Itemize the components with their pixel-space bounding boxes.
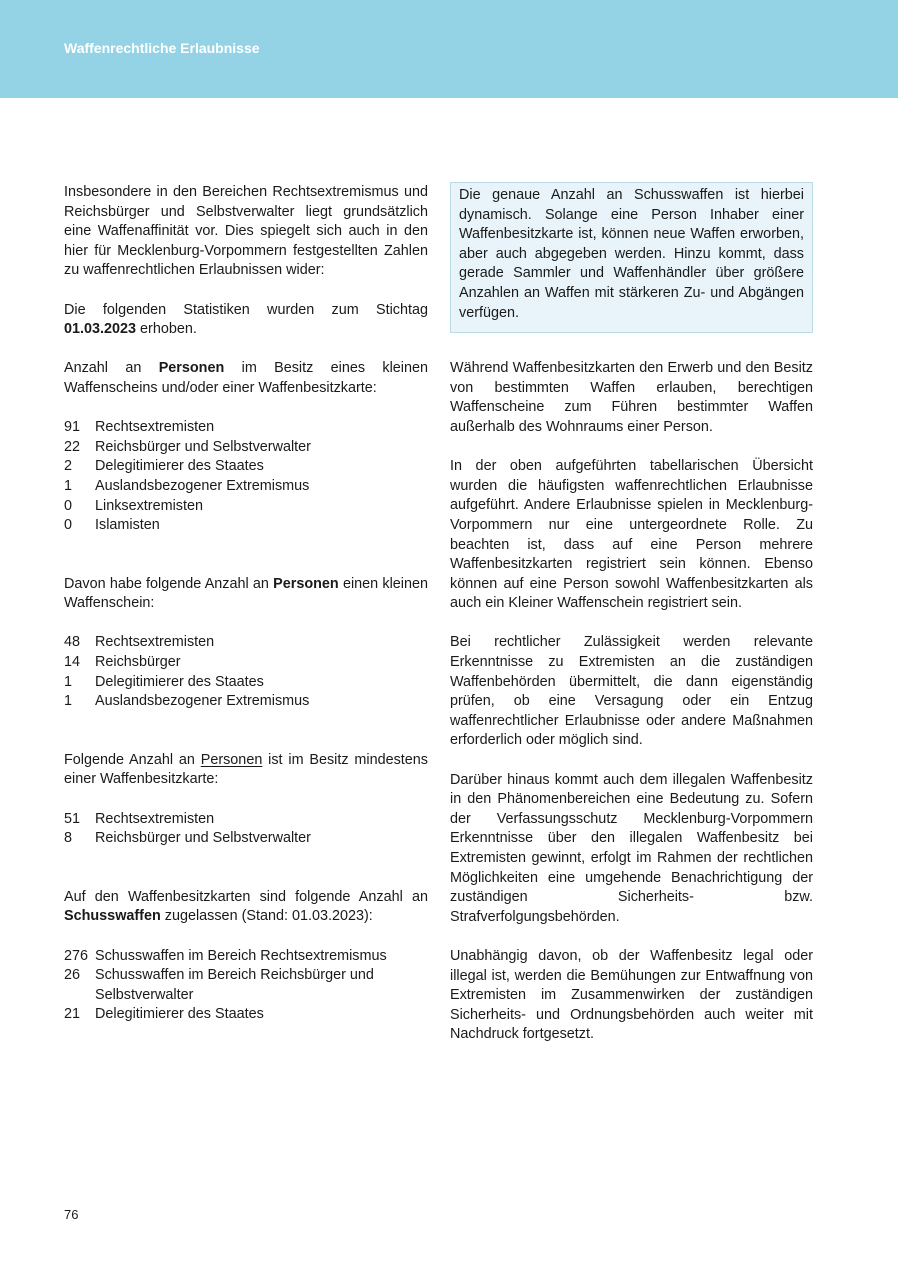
stat-label: Delegitimierer des Staates [95, 673, 264, 690]
section3-text: Folgende Anzahl an [64, 751, 201, 768]
section2-bold: Personen [273, 575, 339, 592]
section2-list [64, 633, 428, 711]
section1-intro [64, 359, 428, 398]
stat-label: Reichsbürger [95, 654, 181, 671]
info-box [450, 182, 813, 333]
list-item [64, 1005, 428, 1025]
list-item [64, 497, 428, 517]
section2-intro [64, 575, 428, 614]
stat-label: Rechtsextremisten [95, 634, 215, 651]
stat-label: Islamisten [95, 517, 160, 534]
section3-text-end: ist im Besitz mindestens einer Waffenbesitzkarte: [64, 751, 428, 788]
section1-text-end: im Besitz eines kleinen Waffenscheins und/oder einer Waffenbesitzkarte: [64, 360, 428, 396]
list-item [64, 653, 428, 673]
stat-label: Delegitimierer des Staates [95, 458, 264, 475]
stat-label: Auslandsbezogener Extremismus [95, 477, 310, 494]
stat-label: Delegitimierer des Staates [95, 1006, 264, 1023]
stat-number: 0 [64, 517, 73, 534]
right-column [450, 183, 813, 1045]
section3-intro [64, 751, 428, 790]
stat-label: Rechtsextremisten [95, 810, 215, 827]
intro-paragraph: Insbesondere in den Bereichen Rechtsextremismus und Reichsbürger und Selbstverwalter liegt grundsätzlich eine Waffenaffinität vor. Dies spiegelt sich auch in den hier für Mecklenburg-Vorpommern festgestellten Zahlen zu waffenrechtlichen Erlaubnissen wider: [64, 184, 428, 279]
info-box-text: Die genaue Anzahl an Schusswaffen ist hierbei dynamisch. Solange eine Person Inhaber einer Waffenbesitzkarte ist, können neue Waffen erworben, aber auch abgegeben werden. Hinzu kommt, dass gerade Sammler und Waffenhändler über größere Anzahlen an Waffen mit stärkeren Zu- und Abgängen verfügen. [459, 187, 804, 321]
section4-bold: Schusswaffen [64, 908, 161, 925]
stat-number: 1 [64, 693, 73, 710]
header-band [0, 0, 898, 98]
body-paragraph: Unabhängig davon, ob der Waffenbesitz legal oder illegal ist, werden die Bemühungen zur Entwaffnung von Extremisten im Zusammenwirken der zuständigen Sicherheits- und Ordnungsbehörden auch weiter mit Nachdruck fortgesetzt. [450, 947, 813, 1043]
list-item [64, 966, 428, 1005]
section1-text: Anzahl an [64, 360, 159, 377]
body-paragraph: Während Waffenbesitzkarten den Erwerb und den Besitz von bestimmten Waffen erlauben, berechtigen Waffenscheine zum Führen bestimmter Waffen außerhalb des Wohnraums einer Person. [450, 360, 813, 435]
stichtag-date: 01.03.2023 [64, 321, 137, 338]
stichtag-text: Die folgenden Statistiken wurden zum Stichtag [64, 301, 428, 318]
list-item [64, 457, 428, 477]
stat-number: 0 [64, 497, 73, 514]
section3-underlined: Personen [200, 751, 263, 768]
stat-number: 1 [64, 477, 73, 494]
stat-number: 48 [64, 634, 81, 651]
section1-bold: Personen [158, 360, 225, 377]
stat-number: 1 [64, 673, 73, 690]
section4-text: Auf den Waffenbesitzkarten sind folgende Anzahl an [64, 888, 428, 905]
list-item [64, 810, 428, 830]
list-item [64, 829, 428, 849]
stat-label: Rechtsextremisten [95, 419, 215, 436]
list-item [64, 418, 428, 438]
stat-label: Schusswaffen im Bereich Rechtsextremismus [95, 947, 387, 964]
stat-number: 26 [64, 967, 81, 984]
stat-number: 14 [64, 654, 81, 671]
stat-label: Auslandsbezogener Extremismus [95, 693, 310, 710]
left-column [64, 183, 428, 1025]
running-header-title: Waffenrechtliche Erlaubnisse [64, 40, 260, 56]
list-item [64, 673, 428, 693]
section4-list [64, 947, 428, 1025]
stat-number: 51 [64, 810, 81, 827]
section4-intro [64, 888, 428, 927]
list-item [64, 692, 428, 712]
section3-list [64, 810, 428, 849]
stat-number: 8 [64, 830, 73, 847]
body-paragraph: In der oben aufgeführten tabellarischen Übersicht wurden die häufigsten waffenrechtlichen Erlaubnisse aufgeführt. Andere Erlaubnisse spielen in Mecklenburg-Vorpommern nur eine untergeordnete Rolle. Zu beachten ist, dass auf eine Person mehrere Waffenbesitzkarten registriert sein können. Ebenso können auf eine Person sowohl Waffenbesitzkarten als auch ein Kleiner Waffenschein registriert sein. [450, 458, 813, 612]
stat-label: Linksextremisten [95, 497, 203, 514]
stat-label: Reichsbürger und Selbstverwalter [95, 830, 311, 847]
stat-label: Schusswaffen im Bereich Reichsbürger und Selbstverwalter [95, 967, 374, 1003]
body-paragraph: Bei rechtlicher Zulässigkeit werden relevante Erkenntnisse zu Extremisten an die zuständigen Waffenbehörden übermittelt, die dann eigenständig prüfen, ob eine Versagung oder ein Entzug waffenrechtlicher Erlaubnisse oder andere Maßnahmen erforderlich oder möglich sind. [450, 634, 813, 749]
list-item [64, 438, 428, 458]
stat-number: 276 [64, 947, 89, 964]
section1-list [64, 418, 428, 536]
list-item [64, 947, 428, 967]
body-paragraph: Darüber hinaus kommt auch dem illegalen Waffenbesitz in den Phänomenbereichen eine Bedeutung zu. Sofern der Verfassungsschutz Mecklenburg-Vorpommern Erkenntnisse über den illegalen Waffenbesitz bei Extremisten gewinnt, erfolgt im Rahmen der rechtlichen Möglichkeiten eine umgehende Benachrichtigung der zuständigen Sicherheits- bzw. Strafverfolgungsbehörden. [450, 771, 813, 925]
stat-label: Reichsbürger und Selbstverwalter [95, 438, 311, 455]
stichtag-paragraph [64, 301, 428, 340]
stichtag-text-end: erhoben. [136, 321, 197, 338]
section2-text-end: einen kleinen Waffenschein: [64, 575, 428, 612]
list-item [64, 633, 428, 653]
stat-number: 91 [64, 419, 81, 436]
stat-number: 21 [64, 1006, 81, 1023]
list-item [64, 516, 428, 536]
section4-text-end: zugelassen (Stand: 01.03.2023): [160, 908, 373, 925]
list-item [64, 477, 428, 497]
stat-number: 22 [64, 438, 81, 455]
stat-number: 2 [64, 458, 73, 475]
page-number: 76 [64, 1207, 79, 1222]
section2-text: Davon habe folgende Anzahl an [64, 575, 274, 592]
